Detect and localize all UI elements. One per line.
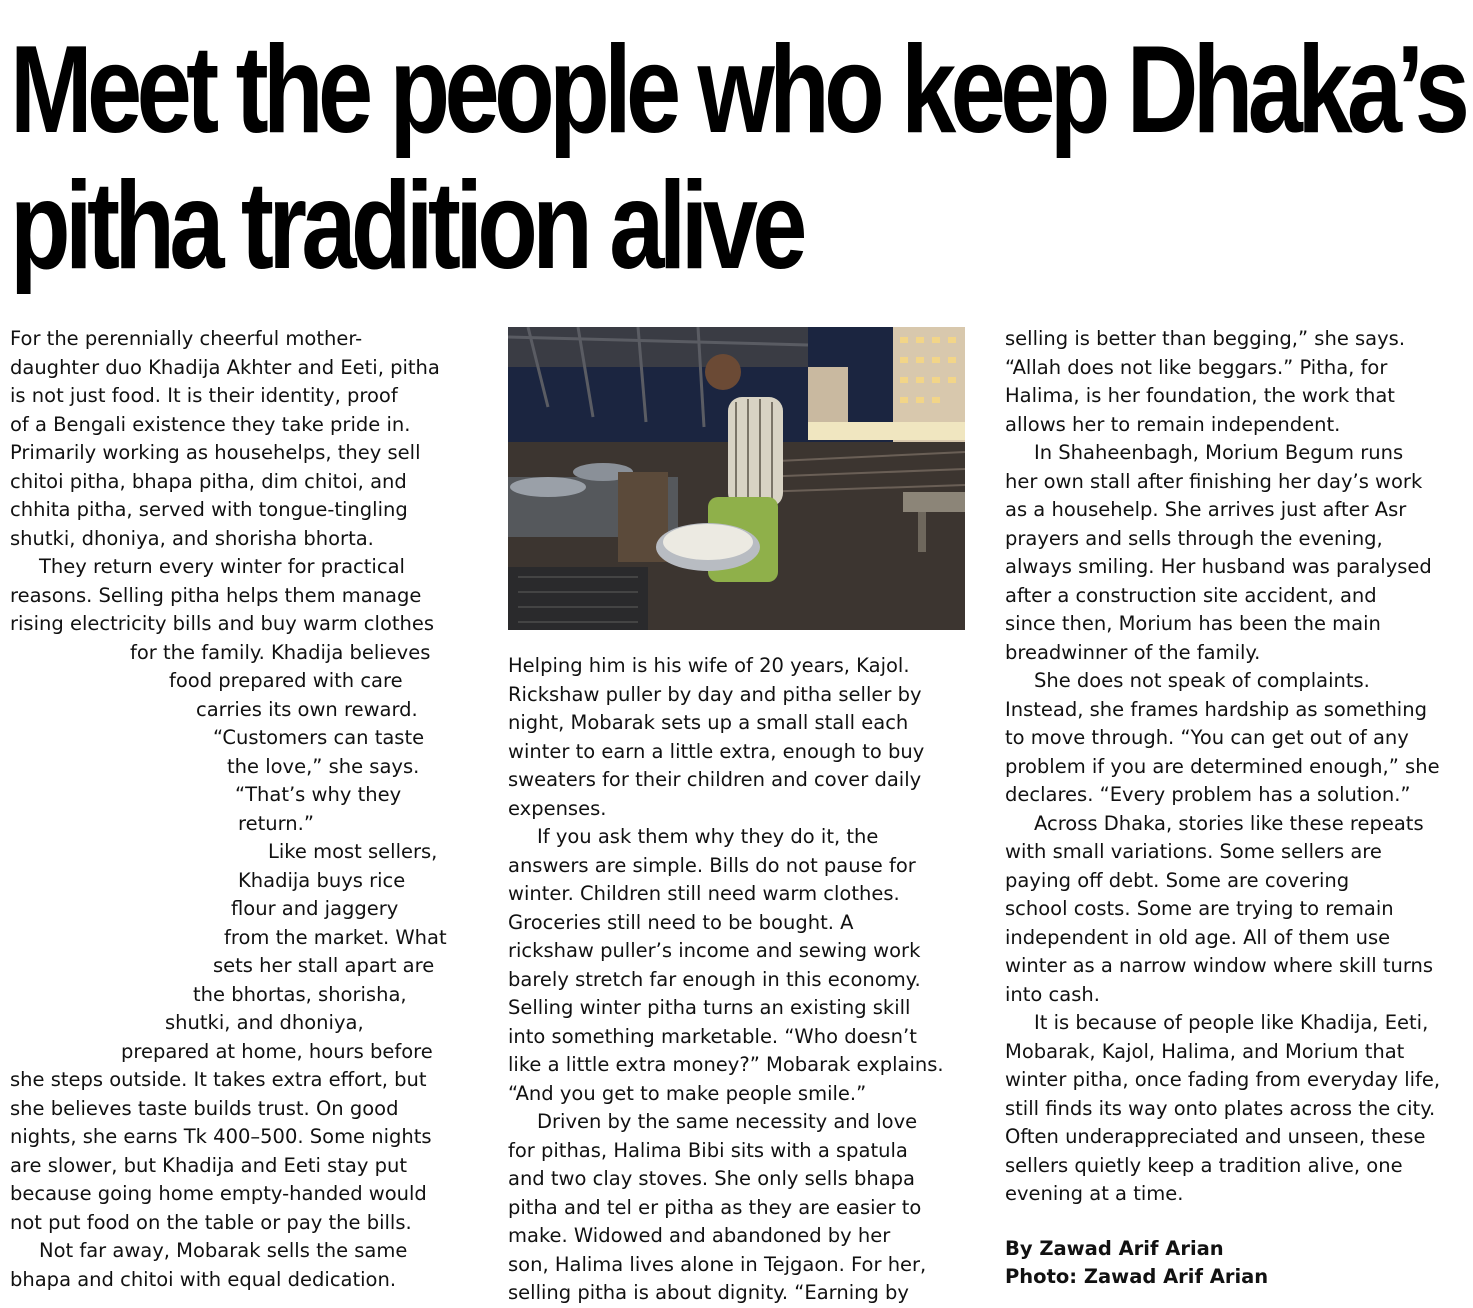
text-line: with small variations. Some sellers are: [1005, 840, 1382, 863]
text-line: the love,” she says.: [227, 754, 420, 778]
article-column-1: [10, 325, 470, 1294]
paragraph: [1005, 325, 1465, 439]
text-line: expenses.: [508, 796, 607, 820]
text-line: prayers and sells through the evening,: [1005, 526, 1383, 550]
text-line: “Customers can taste: [213, 726, 425, 749]
text-line: Often underappreciated and unseen, these: [1005, 1125, 1426, 1148]
headline-line-1: Meet the people who keep Dhaka’s: [10, 21, 1465, 159]
text-line: It is because of people like Khadija, Eeti,: [1034, 1011, 1429, 1034]
text-line: sellers quietly keep a tradition alive, one: [1005, 1153, 1403, 1177]
text-line: the bhortas, shorisha,: [193, 982, 407, 1006]
paragraph: [508, 1108, 968, 1308]
text-line: make. Widowed and abandoned by her: [508, 1224, 891, 1247]
text-line: still finds its way onto plates across the city.: [1005, 1096, 1436, 1120]
text-line: Rickshaw puller by day and pitha seller by: [508, 682, 922, 706]
photo-credit: Photo: Zawad Arif Arian: [1005, 1265, 1269, 1288]
text-line: rickshaw puller’s income and sewing work: [508, 939, 921, 962]
text-line: evening at a time.: [1005, 1182, 1184, 1205]
text-line: allows her to remain independent.: [1005, 412, 1341, 436]
text-line: problem if you are determined enough,” she: [1005, 754, 1440, 778]
byline: By Zawad Arif Arian: [1005, 1236, 1224, 1260]
text-line: sweaters for their children and cover daily: [508, 768, 922, 791]
text-line: son, Halima lives alone in Tejgaon. For her,: [508, 1252, 927, 1276]
text-line: shutki, dhoniya, and shorisha bhorta.: [10, 526, 374, 550]
text-line: “And you get to make people smile.”: [508, 1081, 867, 1105]
text-line: for pithas, Halima Bibi sits with a spatula: [508, 1138, 908, 1162]
text-line: winter pitha, once fading from everyday life,: [1005, 1068, 1441, 1091]
text-line: bhapa and chitoi with equal dedication.: [10, 1267, 397, 1291]
text-line: reasons. Selling pitha helps them manage: [10, 583, 422, 607]
text-line: Khadija buys rice: [238, 868, 406, 892]
text-line: breadwinner of the family.: [1005, 640, 1261, 664]
text-line: after a construction site accident, and: [1005, 583, 1377, 607]
text-line: She does not speak of complaints.: [1034, 669, 1370, 692]
text-line: Like most sellers,: [268, 840, 438, 863]
text-line: for the family. Khadija believes: [130, 640, 431, 664]
text-line: independent in old age. All of them use: [1005, 925, 1391, 949]
text-line: daughter duo Khadija Akhter and Eeti, pitha: [10, 355, 440, 379]
text-line: are slower, but Khadija and Eeti stay put: [10, 1153, 407, 1177]
text-line: chitoi pitha, bhapa pitha, dim chitoi, and: [10, 469, 407, 493]
headline-line-2: pitha tradition alive: [10, 157, 802, 295]
article-photo: [508, 327, 965, 630]
text-line: nights, she earns Tk 400–500. Some nights: [10, 1125, 432, 1148]
text-line: into something marketable. “Who doesn’t: [508, 1024, 917, 1048]
text-line: return.”: [238, 811, 314, 835]
text-line: Driven by the same necessity and love: [537, 1110, 918, 1133]
text-line: declares. “Every problem has a solution.”: [1005, 783, 1411, 806]
paragraph: [10, 325, 470, 553]
text-line: “Allah does not like beggars.” Pitha, for: [1005, 355, 1388, 379]
text-line: school costs. Some are trying to remain: [1005, 897, 1394, 920]
text-line: always smiling. Her husband was paralysed: [1005, 555, 1432, 578]
text-line: If you ask them why they do it, the: [537, 825, 879, 848]
text-line: Primarily working as househelps, they sell: [10, 441, 421, 464]
text-line: sets her stall apart are: [213, 954, 435, 977]
paragraph: [10, 838, 470, 1237]
text-line: Instead, she frames hardship as something: [1005, 697, 1427, 721]
article-column-2: [508, 652, 968, 1308]
paragraph: [1005, 1009, 1465, 1209]
text-line: answers are simple. Bills do not pause for: [508, 853, 916, 877]
text-line: selling is better than begging,” she says.: [1005, 327, 1406, 350]
text-line: selling pitha is about dignity. “Earning by: [508, 1281, 909, 1304]
text-line: because going home empty-handed would: [10, 1182, 427, 1205]
headline: [10, 21, 1465, 295]
text-line: winter as a narrow window where skill turns: [1005, 954, 1434, 977]
text-line: chhita pitha, served with tongue-tingling: [10, 498, 408, 521]
text-line: “That’s why they: [235, 783, 402, 806]
text-line: barely stretch far enough in this economy.: [508, 967, 921, 991]
text-line: carries its own reward.: [196, 697, 418, 721]
text-line: Mobarak, Kajol, Halima, and Morium that: [1005, 1039, 1405, 1063]
text-line: flour and jaggery: [231, 897, 399, 920]
paragraph: [10, 553, 470, 838]
text-line: prepared at home, hours before: [121, 1039, 433, 1063]
text-line: They return every winter for practical: [39, 555, 405, 578]
text-line: she steps outside. It takes extra effort, but: [10, 1068, 427, 1091]
text-line: since then, Morium has been the main: [1005, 612, 1381, 635]
text-line: into cash.: [1005, 982, 1100, 1006]
paragraph: [508, 823, 968, 1108]
text-line: night, Mobarak sets up a small stall each: [508, 711, 909, 734]
text-line: For the perennially cheerful mother-: [10, 327, 363, 350]
text-line: winter. Children still need warm clothes.: [508, 882, 900, 905]
paragraph: [1005, 439, 1465, 667]
text-line: food prepared with care: [169, 669, 403, 692]
text-line: Across Dhaka, stories like these repeats: [1034, 811, 1424, 835]
paragraph: [1005, 810, 1465, 1010]
text-line: rising electricity bills and buy warm clothes: [10, 612, 435, 635]
byline-block: [1005, 1235, 1465, 1292]
text-line: Halima, is her foundation, the work that: [1005, 384, 1395, 407]
paragraph: [1005, 667, 1465, 810]
text-line: Not far away, Mobarak sells the same: [39, 1239, 408, 1262]
text-line: she believes taste builds trust. On good: [10, 1096, 399, 1120]
text-line: not put food on the table or pay the bills.: [10, 1210, 412, 1234]
text-line: like a little extra money?” Mobarak explains.: [508, 1053, 944, 1076]
text-line: from the market. What: [224, 925, 447, 949]
text-line: to move through. “You can get out of any: [1005, 726, 1409, 749]
text-line: Selling winter pitha turns an existing skill: [508, 996, 911, 1019]
text-line: Helping him is his wife of 20 years, Kajol.: [508, 654, 910, 677]
text-line: her own stall after finishing her day’s work: [1005, 469, 1423, 493]
text-line: is not just food. It is their identity, proof: [10, 384, 398, 407]
text-line: paying off debt. Some are covering: [1005, 868, 1350, 892]
text-line: In Shaheenbagh, Morium Begum runs: [1034, 441, 1404, 464]
paragraph: [10, 1237, 470, 1294]
text-line: winter to earn a little extra, enough to buy: [508, 739, 925, 763]
article-column-3: [1005, 325, 1465, 1292]
text-line: Groceries still need to be bought. A: [508, 910, 854, 934]
text-line: and two clay stoves. She only sells bhapa: [508, 1167, 916, 1190]
text-line: as a househelp. She arrives just after Asr: [1005, 498, 1407, 521]
text-line: pitha and tel er pitha as they are easier to: [508, 1195, 922, 1219]
text-line: of a Bengali existence they take pride in.: [10, 412, 411, 436]
paragraph: [508, 652, 968, 823]
text-line: shutki, and dhoniya,: [165, 1011, 364, 1034]
